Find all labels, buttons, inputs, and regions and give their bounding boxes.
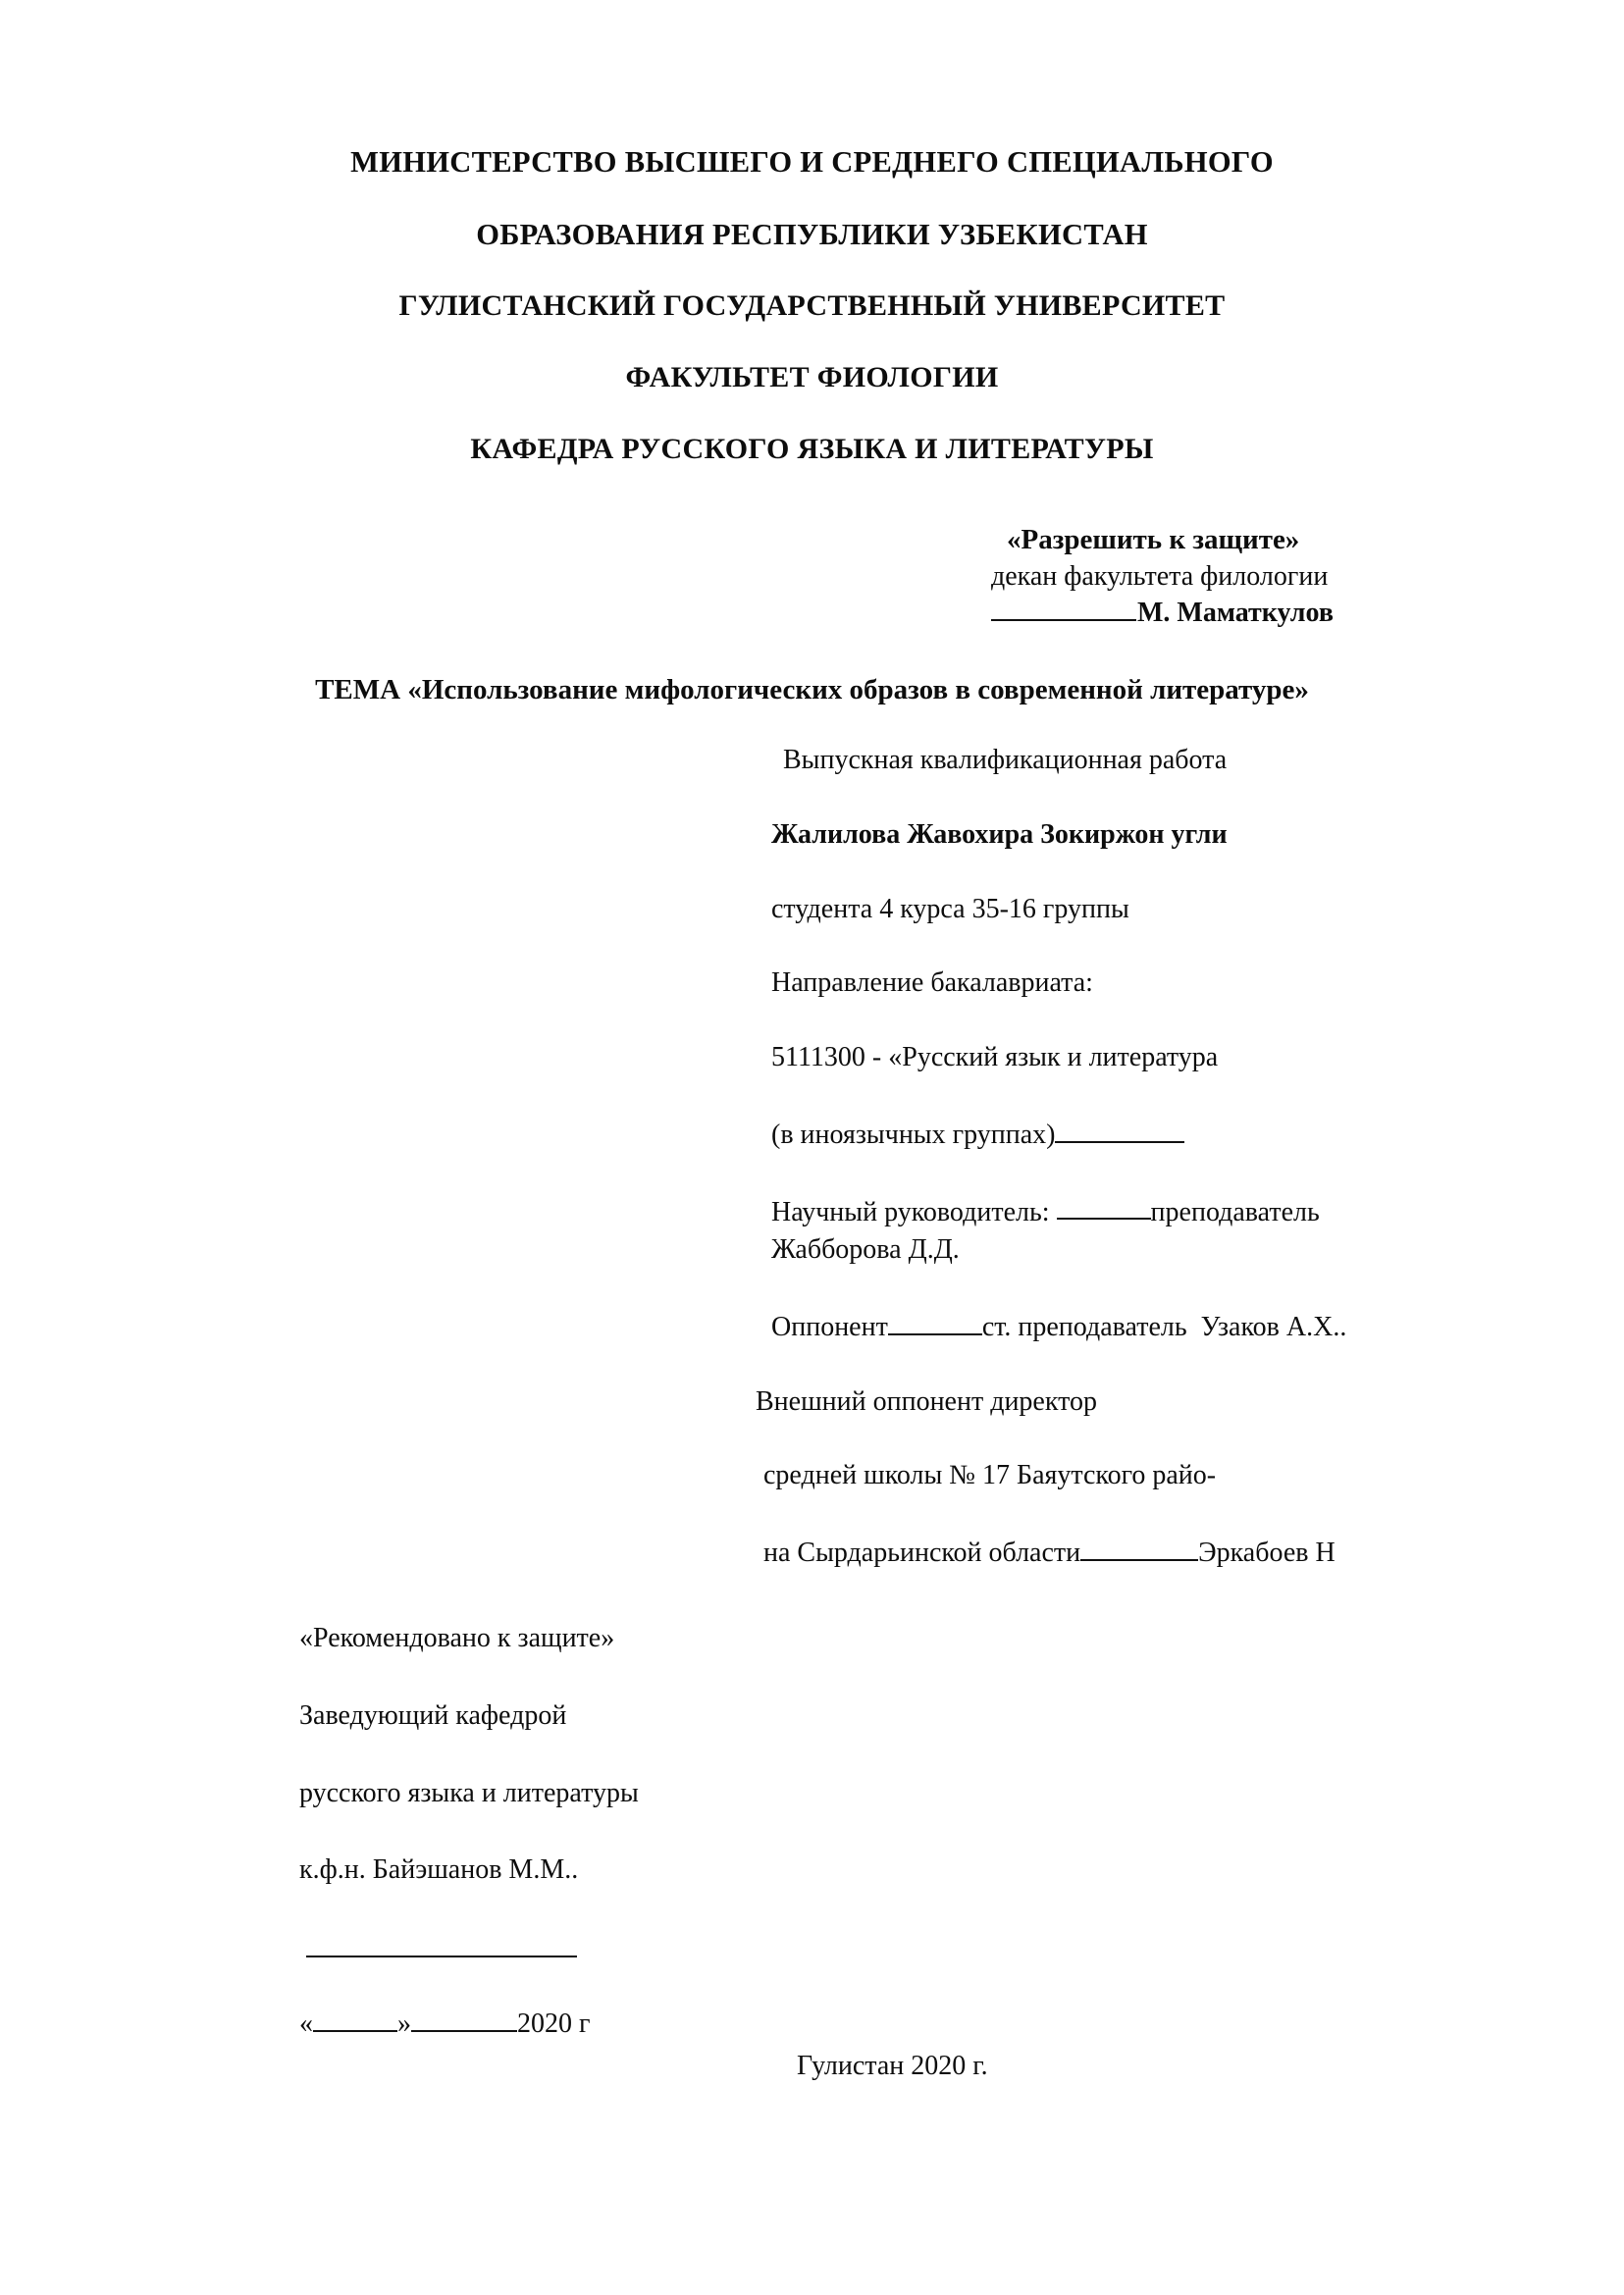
external-opponent-line-1: Внешний оппонент директор — [756, 1385, 1097, 1417]
work-kind: Выпускная квалификационная работа — [783, 745, 1228, 775]
student-details-block — [756, 745, 1556, 1569]
approval-signer-name: М. Маматкулов — [1137, 597, 1334, 628]
external-opponent-line-3 — [763, 1536, 1556, 1569]
head-of-department-name: к.ф.н. Байэшанов М.М.. — [299, 1854, 579, 1886]
course-and-group: студента 4 курса 35-16 группы — [771, 893, 1129, 924]
direction-suffix-line — [771, 1118, 1556, 1151]
external-opponent-line-2: средней школы № 17 Баяутского райо- — [763, 1460, 1217, 1491]
external-opponent-region: на Сырдарьинской области — [763, 1537, 1081, 1568]
recommendation-signature-rule — [306, 1956, 577, 1957]
supervisor-position: преподаватель — [1150, 1196, 1320, 1227]
opponent-position: ст. преподаватель — [981, 1311, 1187, 1342]
date-quote-close: » — [397, 2008, 411, 2039]
date-month-rule — [411, 2007, 517, 2032]
date-quote-open: « — [299, 2008, 313, 2039]
date-year: 2020 г — [517, 2008, 591, 2039]
faculty-line: ФАКУЛЬТЕТ ФИОЛОГИИ — [625, 361, 999, 393]
head-of-department-role-1: Заведующий кафедрой — [299, 1699, 567, 1731]
recommendation-block — [299, 1624, 986, 1886]
opponent-line — [771, 1310, 1556, 1343]
direction-suffix-rule — [1055, 1118, 1184, 1143]
approval-role: декан факультета филологии — [991, 561, 1329, 593]
direction-label: Направление бакалавриата: — [771, 967, 1093, 999]
head-of-department-role-2: русского языка и литературы — [299, 1777, 639, 1808]
approval-signature-line — [991, 596, 1599, 629]
supervisor-name: Жабборова Д.Д. — [771, 1234, 960, 1266]
direction-code: 5111300 - «Русский язык и литература — [771, 1042, 1219, 1073]
opponent-name: Узаков А.Х.. — [1200, 1311, 1347, 1342]
organization-header — [0, 147, 1624, 464]
ministry-line-2: ОБРАЗОВАНИЯ РЕСПУБЛИКИ УЗБЕКИСТАН — [476, 217, 1148, 251]
city-and-year: Гулистан 2020 г. — [797, 2051, 988, 2081]
ministry-line-1: МИНИСТЕРСТВО ВЫСШЕГО И СРЕДНЕГО СПЕЦИАЛЬНОГО — [350, 145, 1274, 179]
department-line: КАФЕДРА РУССКОГО ЯЗЫКА И ЛИТЕРАТУРЫ — [470, 433, 1154, 465]
supervisor-line — [771, 1195, 1556, 1228]
approval-title: «Разрешить к защите» — [1007, 524, 1300, 555]
approval-block — [991, 525, 1599, 628]
recommendation-title: «Рекомендовано к защите» — [299, 1623, 615, 1653]
supervisor-rule — [1057, 1195, 1151, 1221]
supervisor-label: Научный руководитель: — [771, 1196, 1050, 1227]
direction-suffix: (в иноязычных группах) — [771, 1119, 1056, 1150]
external-opponent-rule — [1080, 1536, 1198, 1561]
opponent-label: Оппонент — [771, 1311, 888, 1342]
external-opponent-name: Эркабоев Н — [1198, 1537, 1336, 1568]
thesis-theme-line: ТЕМА «Использование мифологических образов в современной литературе» — [315, 674, 1309, 705]
opponent-rule — [888, 1310, 982, 1335]
student-name: Жалилова Жавохира Зокиржон угли — [771, 818, 1228, 850]
signature-rule — [991, 596, 1136, 621]
university-line: ГУЛИСТАНСКИЙ ГОСУДАРСТВЕННЫЙ УНИВЕРСИТЕТ — [398, 289, 1226, 322]
date-line — [299, 2007, 590, 2040]
date-day-rule — [313, 2007, 397, 2032]
